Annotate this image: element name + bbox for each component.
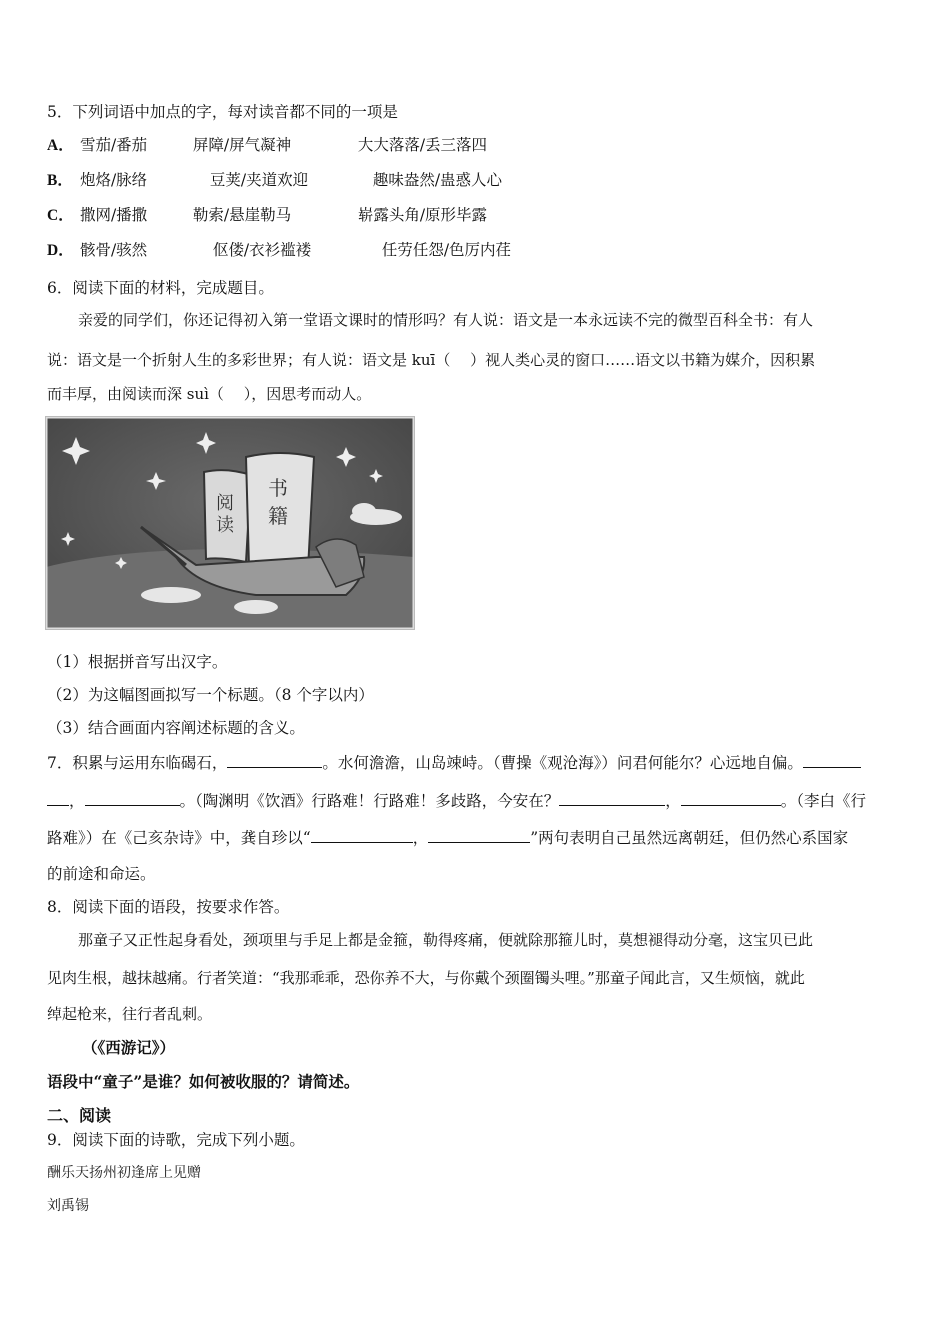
q6-passage-line-1: 亲爱的同学们，你还记得初入第一堂语文课时的情形吗？有人说：语文是一本永远读不完的微型百科全书：有人 (78, 311, 814, 329)
q5-option-d (47, 240, 511, 261)
option-item: 趣味盎然/蛊惑人心 (372, 171, 503, 189)
q7-text: 。（李白《行 (780, 792, 867, 810)
q7-line-1 (47, 751, 861, 773)
option-item: 任劳任怨/色厉内荏 (381, 241, 512, 259)
q8-passage-line-1: 那童子又正性起身看处，颈项里与手足上都是金箍，勒得疼痛，便就除那箍儿时，莫想褪得动分毫，这宝贝已此 (78, 931, 814, 949)
q7-line-3 (47, 826, 848, 848)
q7-text: 7．积累与运用东临碣石， (47, 754, 228, 772)
q7-text: ， (665, 792, 681, 810)
q7-text: ， (69, 792, 85, 810)
option-label: A． (47, 137, 74, 154)
q5-option-b (47, 170, 502, 191)
option-label: D． (47, 242, 74, 259)
option-item: 大大落落/丢三落四 (357, 136, 488, 154)
option-item: 伛偻/衣衫褴褛 (212, 241, 312, 259)
answer-blank[interactable] (85, 789, 180, 806)
answer-blank[interactable] (311, 826, 413, 843)
option-item: 骸骨/骇然 (79, 241, 148, 259)
sail-right-text: 书籍 (268, 476, 288, 528)
q6-passage-line-2: 说：语文是一个折射人生的多彩世界；有人说：语文是 kuī（ ）视人类心灵的窗口……语文以书籍为媒介，因积累 (47, 351, 816, 369)
option-item: 豆荚/夹道欢迎 (209, 171, 309, 189)
q5-option-c (47, 205, 487, 226)
option-label: B． (47, 172, 73, 189)
q7-text: 。（陶渊明《饮酒》行路难！行路难！多歧路，今安在？ (179, 792, 560, 810)
q8-source: （《西游记》） (82, 1038, 176, 1057)
q8-passage-line-2: 见肉生根，越抹越痛。行者笑道：“我那乖乖，恐你养不大，与你戴个颈圈镯头哩。”那童子闻此言，又生烦恼，就此 (47, 969, 805, 987)
q8-passage-line-3: 绰起枪来，往行者乱刺。 (47, 1005, 213, 1023)
poem-title: 酬乐天扬州初逢席上见赠 (47, 1165, 201, 1181)
poem-author: 刘禹锡 (47, 1198, 89, 1214)
q7-line-2 (47, 789, 866, 811)
q5-option-a (47, 135, 487, 156)
q6-stem: 6．阅读下面的材料，完成题目。 (47, 279, 274, 297)
q7-text: ”两句表明自己虽然远离朝廷，但仍然心系国家 (530, 829, 849, 847)
option-label: C． (47, 207, 74, 224)
option-item: 撒网/播撒 (79, 206, 148, 224)
answer-blank[interactable] (803, 751, 861, 768)
q7-text: ， (412, 829, 429, 847)
sail-left-text: 阅读 (216, 493, 234, 536)
ship-illustration-svg (46, 417, 414, 629)
q6-passage-line-3: 而丰厚，由阅读而深 suì（ ），因思考而动人。 (47, 385, 372, 403)
section-heading: 二、阅读 (47, 1106, 112, 1125)
q8-question: 语段中“童子”是谁？如何被收服的？请简述。 (47, 1072, 360, 1091)
q6-subquestion-2: （2）为这幅图画拟写一个标题。（8 个字以内） (47, 686, 374, 704)
reading-ship-illustration (45, 416, 415, 630)
q6-subquestion-1: （1）根据拼音写出汉字。 (47, 653, 228, 671)
option-item: 崭露头角/原形毕露 (357, 206, 488, 224)
answer-blank[interactable] (428, 826, 530, 843)
q6-subquestion-3: （3）结合画面内容阐述标题的含义。 (47, 719, 305, 737)
option-item: 雪茄/番茄 (79, 136, 148, 154)
answer-blank[interactable] (559, 789, 665, 806)
q7-text: 。水何澹澹，山岛竦峙。（曹操《观沧海》）问君何能尔？心远地自偏。 (322, 754, 803, 772)
option-item: 屏障/屏气凝神 (192, 136, 292, 154)
q7-text: 路难》）在《己亥杂诗》中，龚自珍以“ (47, 829, 311, 847)
q8-stem: 8．阅读下面的语段，按要求作答。 (47, 898, 290, 916)
q5-stem: 5．下列词语中加点的字，每对读音都不同的一项是 (47, 103, 398, 121)
q9-stem: 9．阅读下面的诗歌，完成下列小题。 (47, 1131, 305, 1149)
answer-blank[interactable] (227, 751, 322, 768)
option-item: 勒索/悬崖勒马 (192, 206, 292, 224)
answer-blank[interactable] (47, 789, 69, 806)
q7-line-4: 的前途和命运。 (47, 865, 156, 883)
answer-blank[interactable] (681, 789, 781, 806)
option-item: 炮烙/脉络 (79, 171, 148, 189)
